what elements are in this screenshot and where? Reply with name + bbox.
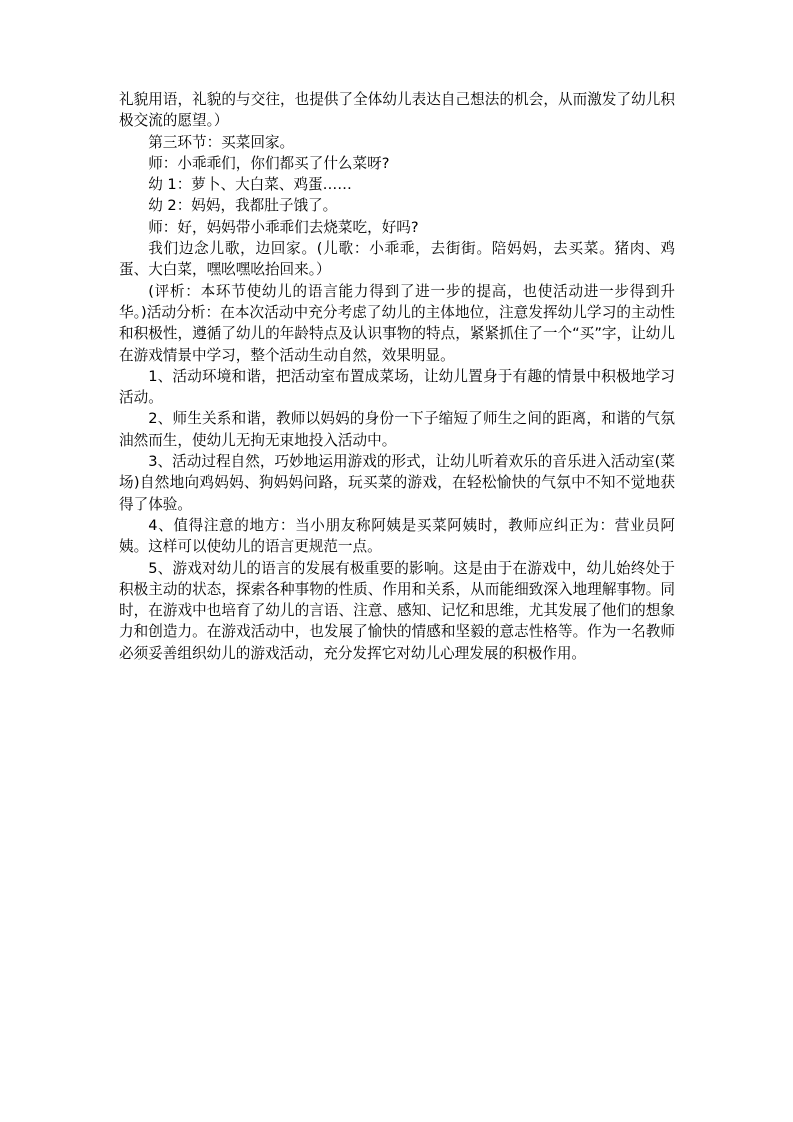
paragraph-child-one-answer: 幼 1：萝卜、大白菜、鸡蛋……	[148, 176, 352, 194]
paragraph-point-two: 2、师生关系和谐，教师以妈妈的身份一下子缩短了师生之间的距离，和谐的气氛油然而生，使幼儿无拘无束地投入活动中。	[119, 410, 675, 449]
paragraph-child-two-answer: 幼 2：妈妈，我都肚子饿了。	[148, 197, 338, 215]
paragraph-point-one: 1、活动环境和谐，把活动室布置成菜场，让幼儿置身于有趣的情景中积极地学习活动。	[119, 367, 675, 407]
paragraph-point-five: 5、游戏对幼儿的语言的发展有极重要的影响。这是由于在游戏中，幼儿始终处于积极主动的状态，探索各种事物的性质、作用和关系，从而能细致深入地理解事物。同时，在游戏中也培育了幼儿的言语、注意、感知、记忆和思维，尤其发展了他们的想象力和创造力。在游戏活动中，也发展了愉快的情感和坚毅的意志性格等。作为一名教师必须妥善组织幼儿的游戏活动，充分发挥它对幼儿心理发展的积极作用。	[119, 559, 675, 662]
paragraph-teacher-question: 师：小乖乖们，你们都买了什么菜呀?	[148, 154, 390, 172]
paragraph-teacher-reply: 师：好，妈妈带小乖乖们去烧菜吃，好吗?	[148, 218, 419, 236]
paragraph-nursery-rhyme: 我们边念儿歌，边回家。(儿歌：小乖乖，去街街。陪妈妈，去买菜。猪肉、鸡蛋、大白菜，嘿吆嘿吆抬回来。）	[119, 240, 675, 279]
paragraph-evaluation-analysis: (评析：本环节使幼儿的语言能力得到了进一步的提高，也使活动进一步得到升华。)活动分析：在本次活动中充分考虑了幼儿的主体地位，注意发挥幼儿学习的主动性和积极性，遵循了幼儿的年龄特点及认识事物的特点，紧紧抓住了一个“买”字，让幼儿在游戏情景中学习，整个活动生动自然，效果明显。	[119, 282, 675, 364]
paragraph-point-three: 3、活动过程自然，巧妙地运用游戏的形式，让幼儿听着欢乐的音乐进入活动室(菜场)自然地向鸡妈妈、狗妈妈问路，玩买菜的游戏，在轻松愉快的气氛中不知不觉地获得了体验。	[119, 453, 675, 513]
paragraph-point-four: 4、值得注意的地方：当小朋友称阿姨是买菜阿姨时，教师应纠正为：营业员阿姨。这样可以使幼儿的语言更规范一点。	[119, 516, 675, 556]
paragraph-section-three-heading: 第三环节：买菜回家。	[148, 133, 295, 151]
paragraph-intro-continuation: 礼貌用语，礼貌的与交往，也提供了全体幼儿表达自己想法的机会，从而激发了幼儿积极交流的愿望。）	[119, 91, 675, 130]
document-body	[119, 89, 675, 664]
